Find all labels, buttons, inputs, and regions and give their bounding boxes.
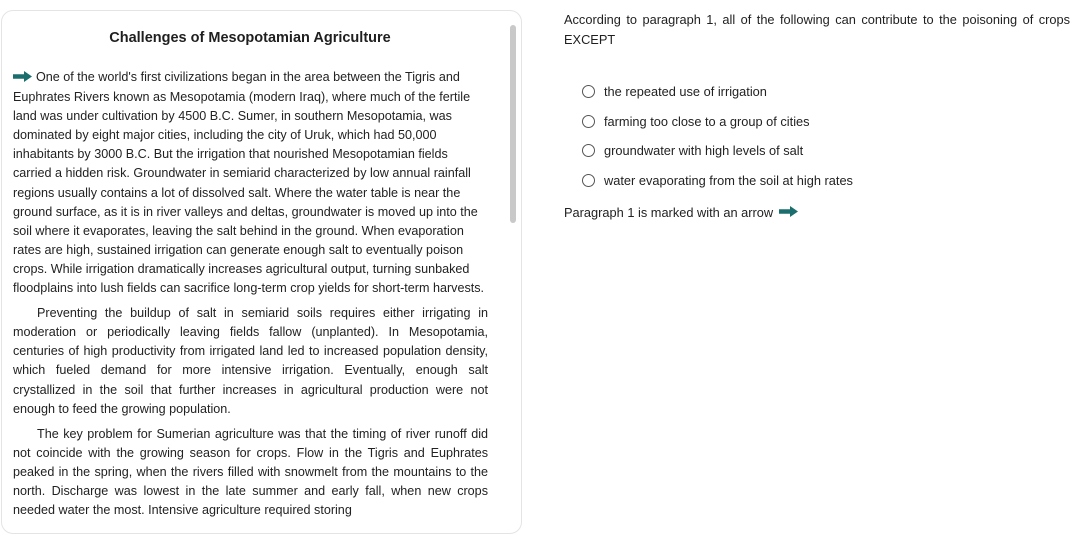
- question-panel: [564, 10, 1070, 220]
- answer-options: [564, 77, 1070, 195]
- answer-option-4[interactable]: [582, 166, 1070, 196]
- paragraph-1: [13, 68, 488, 298]
- passage-body: [2, 68, 502, 520]
- paragraph-marker-note: [564, 205, 1070, 220]
- passage-scrollbar[interactable]: [510, 25, 516, 525]
- passage-scroll-area[interactable]: [2, 11, 502, 523]
- paragraph-2: Preventing the buildup of salt in semiarid soils requires either irrigating in moderation or periodically leaving fields fallow (unplanted). In Mesopotamia, centuries of high productivity from irrigated land led to increased population density, which fueled demand for more intensive irrigation. Eventually, enough salt crystallized in the soil that further increases in agricultural production were not enough to feed the growing population.: [13, 306, 488, 416]
- answer-option-2-label: farming too close to a group of cities: [604, 113, 810, 129]
- paragraph-1-text: One of the world's first civilizations began in the area between the Tigris and Euphrates Rivers known as Mesopotamia (modern Iraq), where much of the fertile land was under cultivation by 4500 B.C. Sumer, in southern Mesopotamia, was dominated by eight major cities, including the city of Uruk, which had 50,000 inhabitants by 3000 B.C. But the irrigation that nourished Mesopotamian fields carried a hidden risk. Groundwater in semiarid characterized by low annual rainfall regions usually contains a lot of dissolved salt. Where the water table is near the ground surface, as it is in river valleys and deltas, groundwater is moved up into the soil where it evaporates, leaving the salt behind in the ground. When evaporation rates are high, sustained irrigation can generate enough salt to eventually poison crops. While irrigation dramatically increases agricultural output, turning sunbaked floodplains into lush fields can sacrifice long-term crop yields for short-term harvests.: [13, 70, 485, 296]
- paragraph-marker-note-text: Paragraph 1 is marked with an arrow: [564, 205, 774, 220]
- right-arrow-icon: [779, 205, 798, 220]
- passage-panel[interactable]: [1, 10, 522, 534]
- answer-option-3[interactable]: [582, 136, 1070, 166]
- radio-button-4[interactable]: [582, 174, 595, 187]
- answer-option-2[interactable]: [582, 107, 1070, 137]
- answer-option-3-label: groundwater with high levels of salt: [604, 143, 804, 159]
- paragraph-3: The key problem for Sumerian agriculture was that the timing of river runoff did not coincide with the growing season for crops. Flow in the Tigris and Euphrates peaked in the spring, when the rivers filled with snowmelt from the mountains to the north. Discharge was lowest in the late summer and early fall, when new crops needed water the most. Intensive agriculture required storing: [13, 426, 488, 518]
- radio-button-3[interactable]: [582, 144, 595, 157]
- passage-scrollbar-thumb[interactable]: [510, 25, 516, 223]
- radio-button-1[interactable]: [582, 85, 595, 98]
- right-arrow-icon: [13, 69, 32, 88]
- answer-option-1[interactable]: [582, 77, 1070, 107]
- question-prompt: According to paragraph 1, all of the following can contribute to the poisoning of crops EXCEPT: [564, 12, 1070, 47]
- passage-title: Challenges of Mesopotamian Agriculture: [109, 30, 391, 46]
- answer-option-4-label: water evaporating from the soil at high rates: [604, 172, 853, 188]
- answer-option-1-label: the repeated use of irrigation: [604, 84, 767, 100]
- radio-button-2[interactable]: [582, 115, 595, 128]
